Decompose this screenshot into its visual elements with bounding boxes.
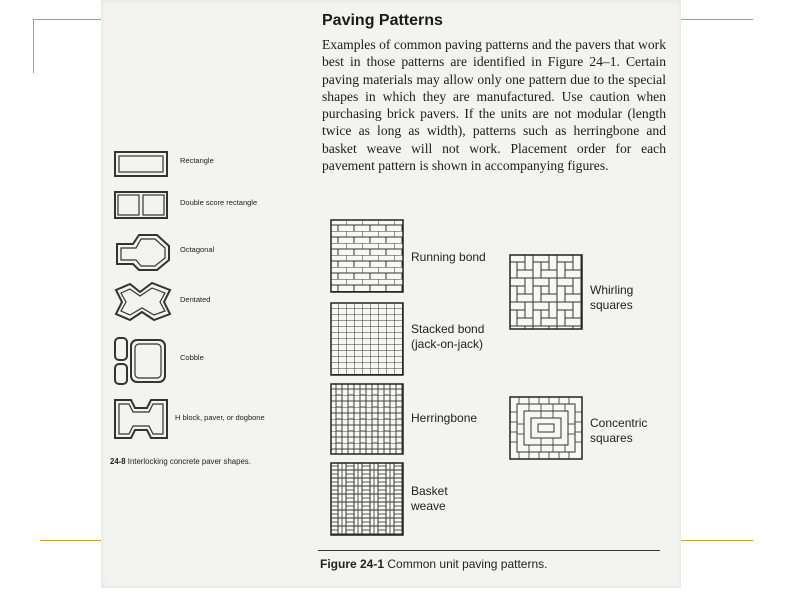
label-concentric-squares-line1: Concentric: [590, 416, 648, 430]
shape-label-octagonal: Octagonal: [180, 245, 215, 254]
slide-line-top-left: [33, 19, 101, 20]
shapes-caption-text: Interlocking concrete paver shapes.: [127, 457, 251, 466]
shape-label-double-score: Double score rectangle: [180, 198, 258, 207]
cobble-paver-icon: [113, 336, 169, 386]
shape-label-cobble: Cobble: [180, 353, 204, 362]
concentric-squares-pattern: [509, 396, 583, 460]
slide-line-bottom-left: [40, 540, 101, 541]
rectangle-paver-icon: [113, 150, 169, 178]
label-running-bond: Running bond: [411, 250, 486, 264]
stacked-bond-pattern: [330, 302, 404, 376]
label-basket-weave-line2: weave: [411, 499, 446, 513]
shape-label-dogbone: H block, paver, or dogbone: [175, 413, 265, 422]
label-whirling-squares-line1: Whirling: [590, 283, 634, 297]
figure-caption-number: Figure 24-1: [320, 557, 385, 571]
whirling-squares-pattern: [509, 254, 583, 330]
figure-caption: [320, 557, 547, 571]
double-score-rectangle-icon: [113, 190, 169, 220]
label-stacked-bond-line1: Stacked bond: [411, 322, 485, 336]
label-basket-weave-line1: Basket: [411, 484, 448, 498]
section-title: Paving Patterns: [322, 12, 443, 29]
dogbone-paver-icon: [113, 398, 169, 440]
basket-weave-pattern: [330, 462, 404, 536]
label-stacked-bond-line2: (jack-on-jack): [411, 337, 484, 351]
label-herringbone: Herringbone: [411, 411, 478, 425]
shapes-caption-number: 24-8: [110, 457, 126, 466]
label-whirling-squares: [590, 283, 633, 313]
section-paragraph: Examples of common paving patterns and the pavers that work best in those patterns are identified in Figure 24–1. Certain paving materials may allow only one pattern due to the special shapes in which they are manufactured. Use caution when purchasing brick pavers. If the units are not modular (length twice as long as width), patterns such as herringbone and basket weave will not work. Placement order for each pavement pattern is shown in accompanying figures.: [322, 37, 666, 174]
label-basket-weave: [411, 484, 448, 514]
slide-line-bottom-right: [681, 540, 753, 541]
octagonal-paver-icon: [113, 232, 173, 272]
figure-rule: [318, 550, 660, 551]
running-bond-pattern: [330, 219, 404, 293]
figure-caption-text: Common unit paving patterns.: [387, 557, 548, 571]
label-whirling-squares-line2: squares: [590, 298, 633, 312]
shapes-caption: [110, 457, 251, 466]
shape-label-dentated: Dentated: [180, 295, 211, 304]
herringbone-pattern: [330, 383, 404, 455]
slide-line-left-vertical: [33, 19, 34, 73]
shape-label-rectangle: Rectangle: [180, 156, 214, 165]
label-concentric-squares-line2: squares: [590, 431, 633, 445]
label-stacked-bond: [411, 322, 484, 352]
label-concentric-squares: [590, 416, 647, 446]
dentated-paver-icon: [112, 280, 174, 322]
slide-line-top-right: [681, 19, 753, 20]
